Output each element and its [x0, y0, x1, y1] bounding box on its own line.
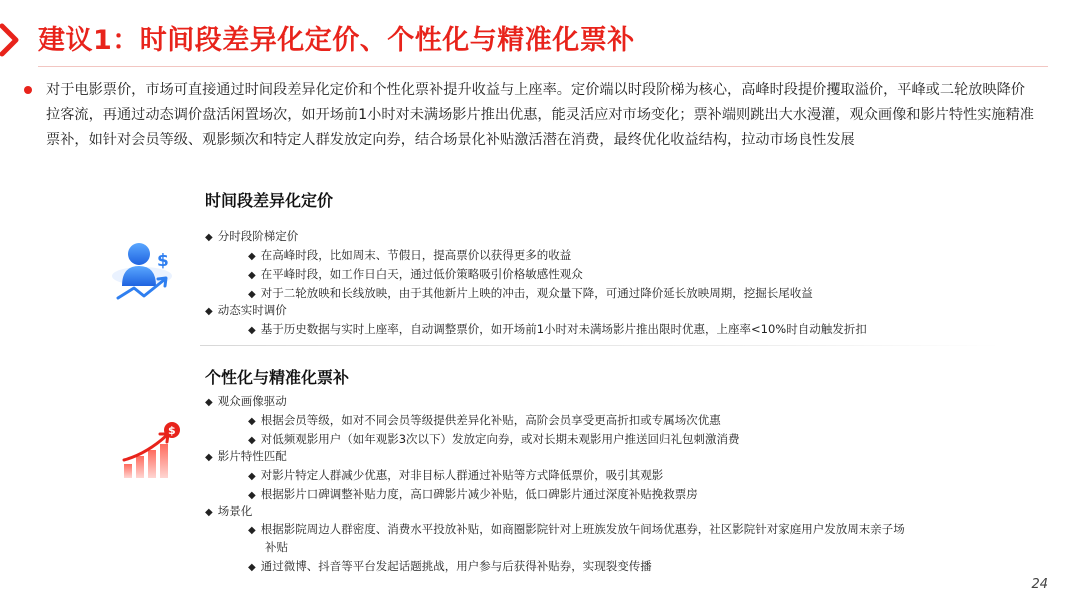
bar-chart-coin-growth-icon: [120, 420, 186, 480]
svg-text:$: $: [157, 251, 169, 271]
diamond-bullet-icon: ◆: [248, 471, 256, 482]
group-label: ◆ 分时段阶梯定价: [205, 229, 299, 243]
diamond-bullet-icon: ◆: [248, 325, 256, 336]
intro-paragraph: [46, 78, 1036, 153]
list-item: ◆ 对低频观影用户（如年观影3次以下）发放定向券，或对长期未观影用户推送回归礼包刺激消费: [248, 432, 740, 446]
person-dollar-growth-icon: [112, 236, 186, 306]
section-title-personalized-subsidy: 个性化与精准化票补: [205, 368, 350, 387]
diamond-bullet-icon: ◆: [248, 490, 256, 501]
section-divider: [200, 345, 1000, 346]
intro-text: 对于电影票价，市场可直接通过时间段差异化定价和个性化票补提升收益与上座率。定价端以时段阶梯为核心，高峰时段提价攫取溢价，平峰或二轮放映降价拉客流，再通过动态调价盘活闲置场次，如开场前1小时对未满场影片推出优惠，能灵活应对市场变化；票补端则跳出大水漫灌，观众画像和影片特性实施精准票补，如针对会员等级、观影频次和特定人群发放定向券，结合场景化补贴激活潜在消费，最终优化收益结构，拉动市场良性发展: [46, 82, 1034, 148]
page-number: 24: [1031, 577, 1048, 592]
diamond-bullet-icon: ◆: [248, 562, 256, 573]
list-item: ◆ 对于二轮放映和长线放映，由于其他新片上映的冲击，观众量下降，可通过降价延长放映周期，挖掘长尾收益: [248, 286, 813, 300]
slide-title: 建议1：时间段差异化定价、个性化与精准化票补: [38, 25, 635, 56]
title-accent-chevron-icon: [0, 22, 22, 58]
diamond-bullet-icon: ◆: [205, 397, 213, 408]
diamond-bullet-icon: ◆: [248, 525, 256, 536]
diamond-bullet-icon: ◆: [248, 289, 256, 300]
diamond-bullet-icon: ◆: [248, 416, 256, 427]
diamond-bullet-icon: ◆: [248, 435, 256, 446]
group-label: ◆ 影片特性匹配: [205, 449, 287, 463]
list-item: ◆ 对影片特定人群减少优惠，对非目标人群通过补贴等方式降低票价，吸引其观影: [248, 468, 664, 482]
list-item: ◆ 根据影院周边人群密度、消费水平投放补贴，如商圈影院针对上班族发放午间场优惠券，社区影院针对家庭用户发放周末亲子场: [248, 522, 905, 536]
list-item: ◆ 根据会员等级，如对不同会员等级提供差异化补贴，高阶会员享受更高折扣或专属场次优惠: [248, 413, 721, 427]
svg-text:$: $: [168, 424, 176, 437]
diamond-bullet-icon: ◆: [205, 452, 213, 463]
group-label: ◆ 动态实时调价: [205, 303, 287, 317]
group-label: ◆ 观众画像驱动: [205, 394, 287, 408]
diamond-bullet-icon: ◆: [248, 251, 256, 262]
list-item-continuation: 补贴: [265, 540, 288, 554]
diamond-bullet-icon: ◆: [205, 232, 213, 243]
diamond-bullet-icon: ◆: [205, 306, 213, 317]
diamond-bullet-icon: ◆: [205, 507, 213, 518]
intro-bullet-dot: [24, 86, 32, 94]
diamond-bullet-icon: ◆: [248, 270, 256, 281]
section-title-time-pricing: 时间段差异化定价: [205, 191, 334, 210]
list-item: ◆ 基于历史数据与实时上座率，自动调整票价，如开场前1小时对未满场影片推出限时优惠，上座率<10%时自动触发折扣: [248, 322, 867, 336]
title-divider: [38, 66, 1048, 67]
list-item: ◆ 根据影片口碑调整补贴力度，高口碑影片减少补贴，低口碑影片通过深度补贴挽救票房: [248, 487, 698, 501]
list-item: ◆ 在高峰时段，比如周末、节假日，提高票价以获得更多的收益: [248, 248, 572, 262]
group-label: ◆ 场景化: [205, 504, 253, 518]
list-item: ◆ 通过微博、抖音等平台发起话题挑战，用户参与后获得补贴券，实现裂变传播: [248, 559, 652, 573]
list-item: ◆ 在平峰时段，如工作日白天，通过低价策略吸引价格敏感性观众: [248, 267, 583, 281]
